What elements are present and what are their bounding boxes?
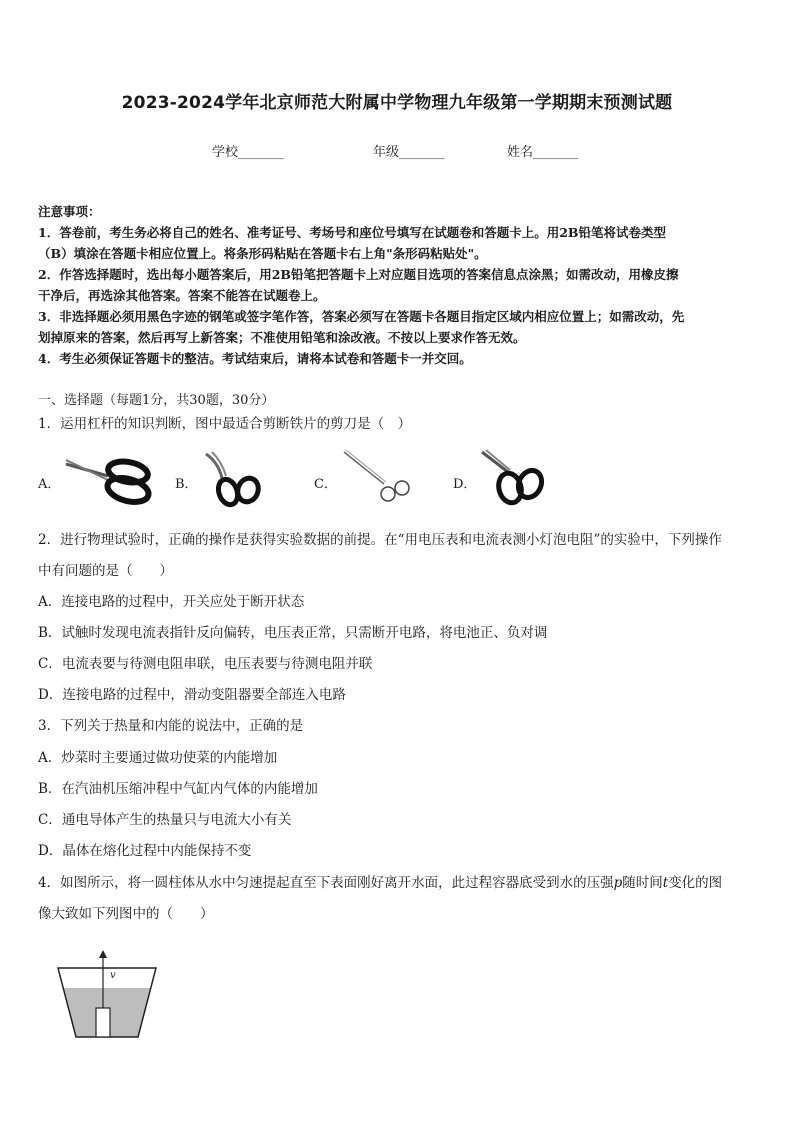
q3-option-d[interactable]: D．晶体在熔化过程中内能保持不变 xyxy=(38,843,252,859)
q3-option-c[interactable]: C．通电导体产生的热量只与电流大小有关 xyxy=(38,812,292,828)
page-title: 2023-2024学年北京师范大附属中学物理九年级第一学期期末预测试题 xyxy=(121,93,673,113)
notes-line: 4．考生必须保证答题卡的整洁。考试结束后，请将本试卷和答题卡一并交回。 xyxy=(38,351,472,366)
q4-stem-part2: 随时间 xyxy=(622,875,663,891)
question-1-stem: 1．运用杠杆的知识判断，图中最适合剪断铁片的剪刀是（ ） xyxy=(38,416,412,432)
velocity-label: v xyxy=(110,970,116,981)
container-figure xyxy=(54,946,160,1040)
q2-option-a[interactable]: A．连接电路的过程中，开关应处于断开状态 xyxy=(38,594,305,610)
q3-option-b[interactable]: B．在汽油机压缩冲程中气缸内气体的内能增加 xyxy=(38,781,318,797)
section-heading: 一、选择题（每题1分，共30题，30分） xyxy=(38,393,275,408)
scissors-c-icon xyxy=(340,448,416,510)
notes-line: 干净后，再选涂其他答案。答案不能答在试题卷上。 xyxy=(38,288,326,303)
q1-option-a-label[interactable]: A． xyxy=(38,477,61,492)
notes-line: 划掉原来的答案，然后再写上新答案；不准使用铅笔和涂改液。不按以上要求作答无效。 xyxy=(38,330,526,345)
q2-option-d[interactable]: D．连接电路的过程中，滑动变阻器要全部连入电路 xyxy=(38,687,346,703)
scissors-d-icon xyxy=(476,446,546,508)
grade-blank: _______ xyxy=(399,145,445,160)
q1-option-c-label[interactable]: C． xyxy=(314,477,337,492)
name-blank: _______ xyxy=(533,145,579,160)
question-4-stem-cont: 像大致如下列图中的（ ） xyxy=(38,906,214,922)
q4-stem-part1: 4．如图所示，将一圆柱体从水中匀速提起直至下表面刚好离开水面，此过程容器底受到水的压强 xyxy=(38,875,614,891)
question-2-stem: 2．进行物理试验时，正确的操作是获得实验数据的前提。在“用电压表和电流表测小灯泡电阻”的实验中，下列操作 xyxy=(38,532,722,548)
q4-stem-part3: 变化的图 xyxy=(668,875,723,891)
scissors-b-icon xyxy=(198,448,264,510)
name-field[interactable] xyxy=(507,141,579,160)
question-4-stem xyxy=(38,873,758,893)
name-label: 姓名 xyxy=(507,145,534,160)
q1-option-b-label[interactable]: B． xyxy=(175,477,198,492)
q2-option-b[interactable]: B．试触时发现电流表指针反向偏转，电压表正常，只需断开电路，将电池正、负对调 xyxy=(38,625,548,641)
notes-line: 2．作答选择题时，选出每小题答案后，用2B铅笔把答题卡上对应题目选项的答案信息点涂黑；如需改动，用橡皮擦 xyxy=(38,267,679,282)
q3-option-a[interactable]: A．炒菜时主要通过做功使菜的内能增加 xyxy=(38,750,278,766)
q1-option-d-label[interactable]: D． xyxy=(453,477,477,492)
question-3-stem: 3．下列关于热量和内能的说法中，正确的是 xyxy=(38,718,304,734)
q2-option-c[interactable]: C．电流表要与待测电阻串联，电压表要与待测电阻并联 xyxy=(38,656,373,672)
notes-line: 1．答卷前，考生务必将自己的姓名、准考证号、考场号和座位号填写在试题卷和答题卡上。用2B铅笔将试卷类型 xyxy=(38,225,666,240)
notes-line: （B）填涂在答题卡相应位置上。将条形码粘贴在答题卡右上角"条形码粘贴处"。 xyxy=(38,246,487,261)
school-field[interactable] xyxy=(212,141,284,160)
grade-label: 年级 xyxy=(373,145,400,160)
notes-line: 3．非选择题必须用黑色字迹的钢笔或签字笔作答，答案必须写在答题卡各题目指定区域内相应位置上；如需改动，先 xyxy=(38,309,685,324)
notes-block xyxy=(38,201,760,369)
school-blank: _______ xyxy=(238,145,284,160)
q4-var-p: p xyxy=(613,875,623,891)
school-label: 学校 xyxy=(212,145,239,160)
scissors-a-icon xyxy=(62,450,158,506)
grade-field[interactable] xyxy=(373,141,445,160)
q4-var-t: t xyxy=(662,875,669,891)
question-2-stem-cont: 中有问题的是（ ） xyxy=(38,563,173,579)
notes-heading: 注意事项： xyxy=(38,204,101,219)
